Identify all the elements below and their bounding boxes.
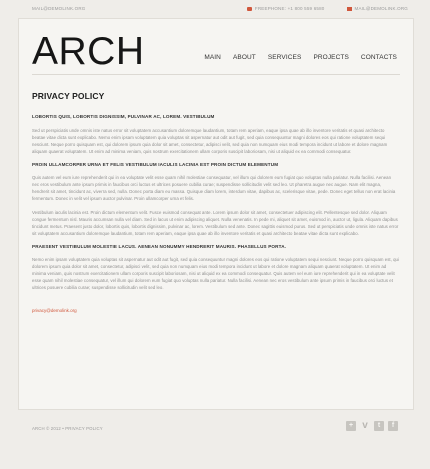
section-paragraph-1: Sed ut perspiciatis unde omnis iste natus error sit voluptatem accusantium doloremque laudantium, totam rem aperiam, eaque ipsa quae ab illo inventore veritatis et quasi architecto beatae vitae dicta sunt explicabo. Nemo enim ipsam voluptatem quia voluptas sit aspernatur aut odit aut fugit, sed quia consequuntur magni dolores eos qui ratione voluptatem sequi nesciunt. Neque porro quisquam est, qui dolorem ipsum quia dolor sit amet, consectetur, adipisci velit, sed quia non numquam eius modi tempora incidunt ut labore et dolore magnam aliquam quaerat voluptatem. Ut enim ad minima veniam, quis nostrum exercitationem ullam corporis suscipit laboriosam, nisi ut aliquid ex ea commodi consequatur.: [32, 128, 388, 154]
twitter-icon[interactable]: t: [374, 421, 384, 431]
nav-about[interactable]: ABOUT: [232, 54, 256, 61]
page-container: [18, 18, 414, 410]
email-text[interactable]: MAIL@DEMOLINK.ORG: [354, 6, 408, 11]
nav-main[interactable]: MAIN: [204, 54, 221, 61]
vimeo-icon[interactable]: v: [362, 420, 368, 431]
facebook-icon[interactable]: f: [388, 421, 398, 431]
section-heading-1: LOBORTIS QUIS, LOBORTIS DIGNISSIM, PULVINAR AC, LOREM. VESTIBULUM: [32, 114, 215, 119]
privacy-email-link[interactable]: privacy@demolink.org: [32, 308, 77, 313]
phone-icon: [247, 7, 252, 11]
section-paragraph-3: Vestibulum iaculis lacinia est. Proin dictum elementum velit. Fusce euismod consequat ante. Lorem ipsum dolor sit amet, consectetuer adipiscing elit. Pellentesque sed dolor. Aliquam congue fermentum nisl. Mauris accumsan nulla vel diam. Sed in lacus ut enim adipiscing aliquet. Nulla venenatis. In pede mi, aliquet sit amet, euismod in, auctor ut, ligula. Aliquam dapibus tincidunt metus. Praesent justo dolor, lobortis quis, lobortis dignissim, pulvinar ac, lorem. Vestibulum sed ante. Donec sagittis euismod purus. Sed ut perspiciatis unde omnis iste natus error sit voluptatem accusantium doloremque laudantium, totam rem aperiam, eaque ipsa quae ab illo inventore veritatis et quasi architecto beatae vitae dicta sunt explicabo.: [32, 210, 399, 236]
footer-copyright: ARCH © 2012 • PRIVACY POLICY: [32, 426, 103, 431]
logo[interactable]: ARCH: [32, 30, 145, 73]
top-phone: [247, 6, 325, 11]
nav-projects[interactable]: PROJECTS: [313, 54, 349, 61]
nav-contacts[interactable]: CONTACTS: [360, 54, 397, 61]
plus-icon[interactable]: +: [346, 421, 356, 431]
section-heading-3: PRAESENT VESTIBULUM MOLESTIE LACUS. AENEAN NONUMMY HENDRERIT MAURIS. PHASELLUS PORTA.: [32, 244, 287, 249]
top-email[interactable]: [347, 6, 408, 11]
main-content: [32, 91, 399, 317]
main-nav: [204, 54, 397, 61]
section-heading-2: PROIN ULLAMCORPER URNA ET FELIS VESTIBULUM IACULIS LACINIA EST PROIN DICTUM ELEMENTUM: [32, 162, 279, 167]
top-left-email[interactable]: MAIL@DEMOLINK.ORG: [32, 6, 86, 11]
section-paragraph-4: Nemo enim ipsam voluptatem quia voluptas sit aspernatur aut odit aut fugit, sed quia consequuntur magni dolores eos qui ratione voluptatem sequi nesciunt. Neque porro quisquam est, qui dolorem ipsum quia dolor sit amet, consectetur, adipisci velit, sed quia non numquam eius modi tempora incidunt ut labore et dolore magnam aliquam quaerat voluptatem. Ut enim ad minima veniam, quis nostrum exercitationem ullam corporis suscipit laboriosam, nisi ut aliquid ex ea commodi consequatur. Quis autem vel eum iure reprehenderit qui in ea voluptate velit esse quam nihil molestiae consequatur, vel illum qui dolorem eum fugiat quo voluptas nulla pariatur. Nulla facilisi. Aenean nec eros vestibulum ante ipsum primis in faucibus orci luctus et ultrices posuere cubilia curae; suspendisse sollicitudin velit sed leo.: [32, 257, 400, 290]
nav-services[interactable]: SERVICES: [267, 54, 302, 61]
page-title: PRIVACY POLICY: [32, 91, 105, 101]
social-links: [346, 421, 398, 431]
phone-text: FREEPHONE: +1 800 559 6580: [254, 6, 325, 11]
section-paragraph-2: Quis autem vel eum iure reprehenderit qui in ea voluptate velit esse quam nihil molestiae consequatur, vel illum qui dolorem eum fugiat quo voluptas nulla pariatur. Nulla facilisi. Aenean nec eros vestibulum ante ipsum primis in faucibus orci luctus et ultrices posuere cubilia curae; suspendisse sollicitudin velit sed leo. Ut pharetra augue nec augue. Nam elit magna, hendrerit sit amet, tincidunt ac, viverra sed, nulla. Donec porta diam eu massa. Quisque diam lorem, interdum vitae, dapibus ac, scelerisque vitae, pede. Donec eget tellus non erat lacinia fermentum. Donec in velit vel ipsum auctor pulvinar. Proin ullamcorper urna et felis.: [32, 175, 396, 201]
top-contacts: [247, 6, 408, 11]
mail-icon: [347, 7, 352, 11]
header-divider: [32, 74, 400, 75]
top-bar: [0, 0, 430, 18]
